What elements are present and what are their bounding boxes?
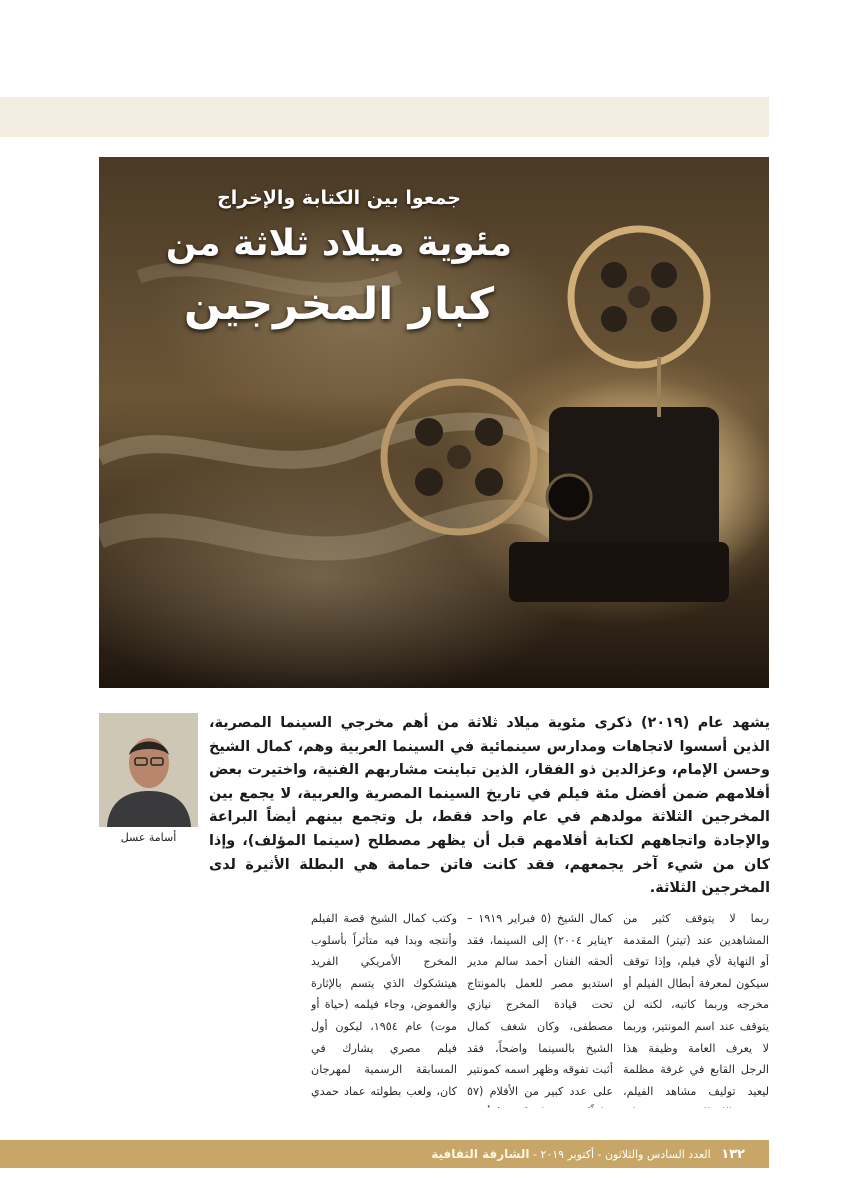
photo-spacer: [99, 712, 209, 854]
issue-info: العدد السادس والثلاثون - أكتوبر ٢٠١٩ -: [532, 1148, 711, 1161]
hero-image: [99, 157, 769, 688]
body-column-3: وكتب كمال الشيخ قصة الفيلم وأنتجه وبدا فيه متأثراً بأسلوب المخرج الأمريكي الفريد هيتشكوك الذي يتسم بالإثارة والغموض، وجاء فيلمه (حياة أو موت) عام ١٩٥٤، ليكون أول فيلم مصري يشارك في المسابقة الرسمية لمهرجان كان، ولعب بطولته عماد حمدي: [311, 912, 457, 1098]
top-band: [0, 97, 769, 137]
page-number: ١٣٢: [721, 1147, 745, 1162]
page-title-line-2: كبار المخرجين: [183, 279, 495, 330]
body-column-1: ربما لا يتوقف كثير من المشاهدين عند (تيتر) المقدمة أو النهاية لأي فيلم، وإذا توقف سيكون لمعرفة أبطال الفيلم أو مخرجه وربما كاتبه، لكنه لن يتوقف عند اسم المونتير، وربما لا يعرف العامة وظيفة هذا الرجل القابع في غرفة مظلمة ليعيد توليف مشاهد الفيلم،: [623, 912, 769, 1098]
body-column-2: كمال الشيخ (٥ فبراير ١٩١٩ – ٢يناير ٢٠٠٤) إلى السينما، فقد ألحقه الفنان أحمد سالم مدير استديو مصر للعمل بالمونتاج تحت قيادة المخرج نيازي مصطفى، وكان شغف كمال الشيخ بالسينما واضحاً، فقد أثبت تفوقه وظهر اسمه كمونتير على عدد كبير من الأفلام (٥٧: [467, 912, 613, 1098]
page-title-line-1: مئوية ميلاد ثلاثة من: [165, 223, 513, 264]
magazine-name: الشارقة الثقافية: [431, 1147, 530, 1161]
author-name: أسامة عسل: [120, 831, 177, 844]
page-footer: [0, 1140, 769, 1168]
lead-paragraph: [99, 712, 770, 901]
lead-text: يشهد عام (٢٠١٩) ذكرى مئوية ميلاد ثلاثة من أهم مخرجي السينما المصرية، الذين أسسوا لاتجاهات ومدارس سينمائية في السينما العربية وهم، كمال الشيخ وحسن الإمام، وعزالدين ذو الفقار، الذين تباينت مشاربهم الفنية، واختيرت بعض أفلامهم ضمن أفضل مئة فيلم في تاريخ السينما المصرية والعربية، لا يجمع بين المخرجين الثلاثة مولدهم في عام واحد فقط، بل وتجمع بينهم أيضاً البراعة والإجادة واتجاههم لكتابة أفلامهم قبل أن يظهر مصطلح (سينما المؤلف)، وإذا كان من شيء آخر يجمعهم، فقد كانت فاتن حمامة هي البطلة الأثيرة لدى المخرجين الثلاثة.: [209, 715, 770, 897]
footer-text: [431, 1140, 745, 1168]
hero-kicker: جمعوا بين الكتابة والإخراج: [217, 187, 461, 209]
